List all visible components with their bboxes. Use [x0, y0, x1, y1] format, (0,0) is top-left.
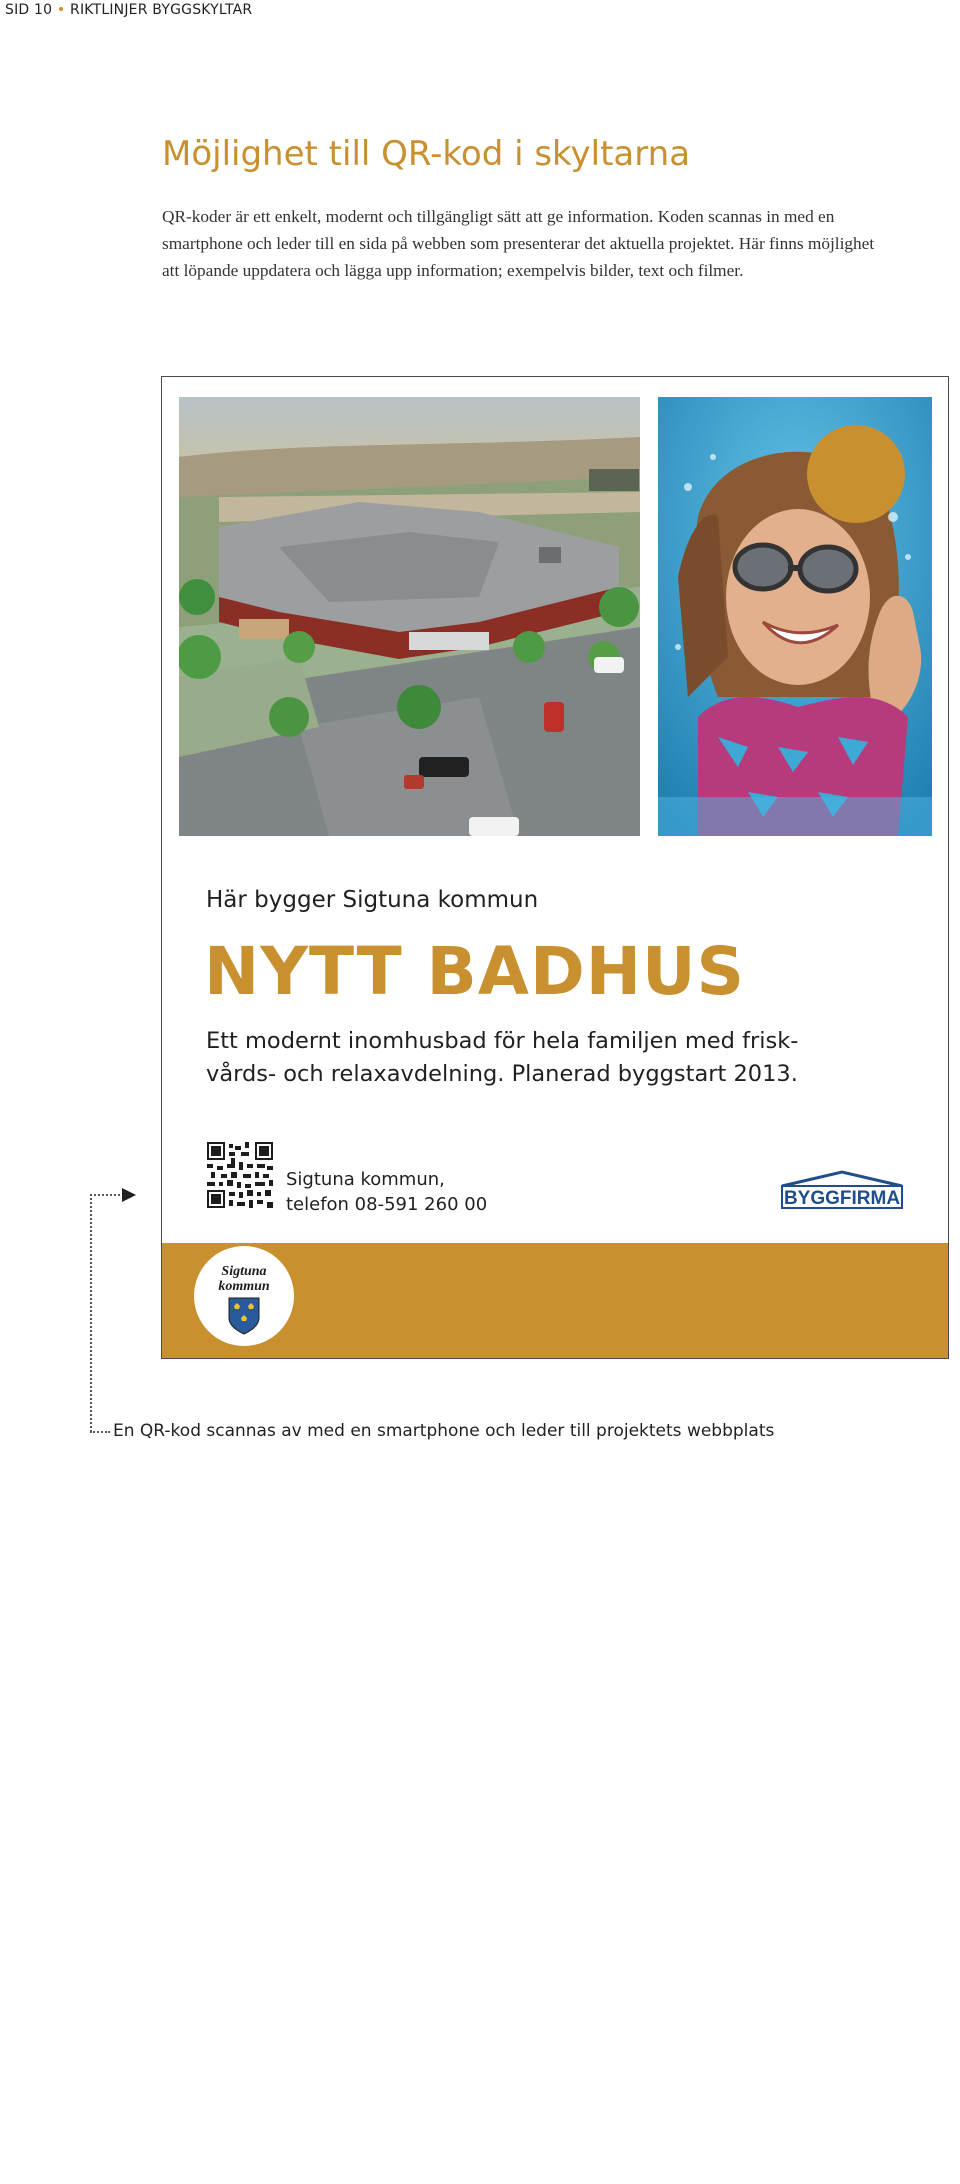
orange-circle-badge — [807, 425, 905, 523]
section-name: RIKTLINJER BYGGSKYLTAR — [70, 2, 253, 18]
logo-word: kommun — [218, 1279, 270, 1294]
contact-line: Sigtuna kommun, — [286, 1169, 445, 1190]
pointer-arrow-icon — [122, 1188, 136, 1202]
sign-description — [206, 1025, 886, 1091]
municipality-logo — [194, 1246, 294, 1346]
builder-logo-text: BYGGFIRMA — [783, 1188, 901, 1209]
sign-subheading: Här bygger Sigtuna kommun — [206, 887, 539, 913]
intro-line: smartphone och leder till en sida på webben som presenterar det aktuella projektet. Här finns möjlighet — [162, 234, 875, 253]
sign-description-line: Ett modernt inomhusbad för hela familjen med frisk- — [206, 1028, 799, 1054]
qr-code[interactable] — [207, 1142, 273, 1208]
contact-info — [286, 1167, 487, 1217]
intro-line: QR-koder är ett enkelt, modernt och tillgängligt sätt att ge information. Koden scannas in med en — [162, 207, 835, 226]
page-title: Möjlighet till QR-kod i skyltarna — [162, 134, 691, 174]
sign-headline: NYTT BADHUS — [204, 933, 746, 1010]
intro-paragraph — [162, 203, 960, 284]
page-number: SID 10 — [5, 2, 53, 18]
pointer-line — [90, 1194, 124, 1196]
page-header — [5, 2, 252, 18]
pointer-line — [90, 1431, 110, 1433]
builder-logo — [779, 1170, 905, 1210]
figure-caption: En QR-kod scannas av med en smartphone och leder till projektets webbplats — [113, 1421, 775, 1441]
header-separator: • — [56, 2, 66, 18]
contact-line: telefon 08-591 260 00 — [286, 1194, 488, 1215]
sign-description-line: vårds- och relaxavdelning. Planerad byggstart 2013. — [206, 1061, 798, 1087]
municipality-logo-text — [194, 1264, 294, 1294]
coat-of-arms-icon — [227, 1296, 261, 1336]
building-rendering-image — [179, 397, 640, 836]
website-url[interactable]: www.sigtuna.se — [662, 2148, 906, 2184]
intro-line: att löpande uppdatera och lägga upp information; exempelvis bilder, text och filmer. — [162, 261, 744, 280]
logo-word: Sigtuna — [221, 1264, 267, 1279]
pointer-line — [90, 1194, 92, 1432]
